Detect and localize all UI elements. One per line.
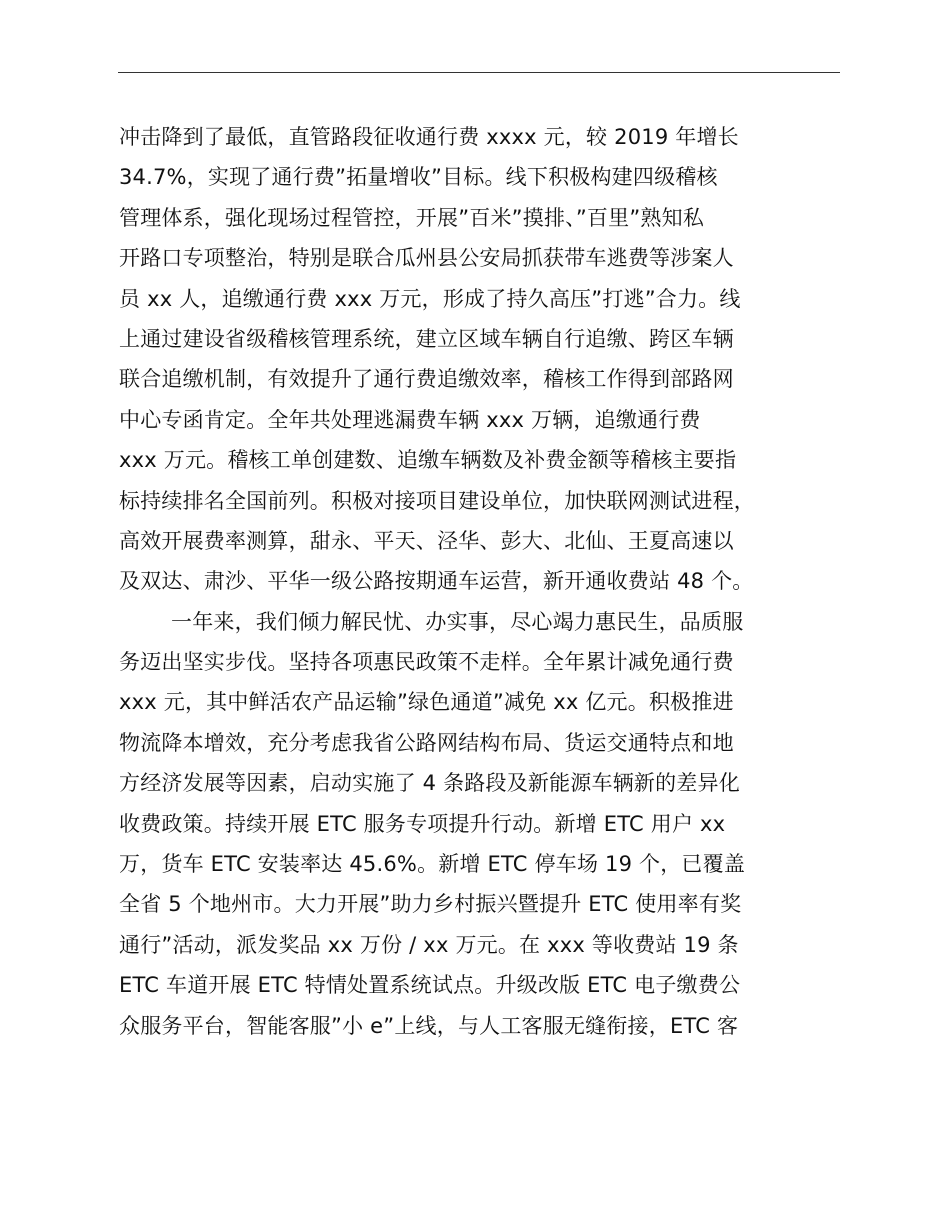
text-line: 通行”活动，派发奖品 xx 万份 / xx 万元。在 xxx 等收费站 19 条 [119, 932, 739, 957]
text-line: 开路口专项整治，特别是联合瓜州县公安局抓获带车逃费等涉案人 [119, 246, 734, 271]
text-line: xxx 万元。稽核工单创建数、追缴车辆数及补费金额等稽核主要指 [119, 448, 737, 473]
text-line: 标持续排名全国前列。积极对接项目建设单位，加快联网测试进程， [119, 488, 755, 513]
text-line: 物流降本增效，充分考虑我省公路网结构布局、货运交通特点和地 [119, 730, 734, 755]
header-rule [118, 72, 840, 73]
text-line: 冲击降到了最低，直管路段征收通行费 xxxx 元，较 2019 年增长 [119, 125, 739, 149]
text-line: 上通过建设省级稽核管理系统，建立区域车辆自行追缴、跨区车辆 [119, 326, 734, 351]
text-line: 及双达、肃沙、平华一级公路按期通车运营，新开通收费站 48 个。 [119, 569, 754, 594]
text-line: 管理体系，强化现场过程管控，开展”百米”摸排、”百里”熟知私 [119, 205, 705, 230]
text-line: 联合追缴机制，有效提升了通行费追缴效率，稽核工作得到部路网 [119, 367, 734, 392]
text-line: 收费政策。持续开展 ETC 服务专项提升行动。新增 ETC 用户 xx [119, 811, 726, 836]
text-line: xxx 元，其中鲜活农产品运输”绿色通道”减免 xx 亿元。积极推进 [119, 690, 734, 715]
text-line: 方经济发展等因素，启动实施了 4 条路段及新能源车辆新的差异化 [119, 771, 740, 796]
text-line: 众服务平台，智能客服”小 e”上线，与人工客服无缝衔接，ETC 客 [119, 1013, 739, 1038]
text-line: 全省 5 个地州市。大力开展”助力乡村振兴暨提升 ETC 使用率有奖 [119, 892, 742, 917]
text-line: 万，货车 ETC 安装率达 45.6%。新增 ETC 停车场 19 个，已覆盖 [119, 852, 746, 877]
paragraph-start-line: 一年来，我们倾力解民忧、办实事，尽心竭力惠民生，品质服 [171, 609, 744, 634]
text-line: 中心专函肯定。全年共处理逃漏费车辆 xxx 万辆，追缴通行费 [119, 407, 701, 432]
text-line: ETC 车道开展 ETC 特情处置系统试点。升级改版 ETC 电子缴费公 [119, 973, 741, 998]
text-line: 员 xx 人，追缴通行费 xxx 万元，形成了持久高压”打逃”合力。线 [119, 286, 741, 311]
text-line: 34.7%，实现了通行费”拓量增收”目标。线下积极构建四级稽核 [119, 165, 718, 190]
text-line: 高效开展费率测算，甜永、平天、泾华、彭大、北仙、王夏高速以 [119, 528, 734, 553]
body-text [119, 117, 879, 1046]
text-line: 务迈出坚实步伐。坚持各项惠民政策不走样。全年累计减免通行费 [119, 650, 734, 675]
